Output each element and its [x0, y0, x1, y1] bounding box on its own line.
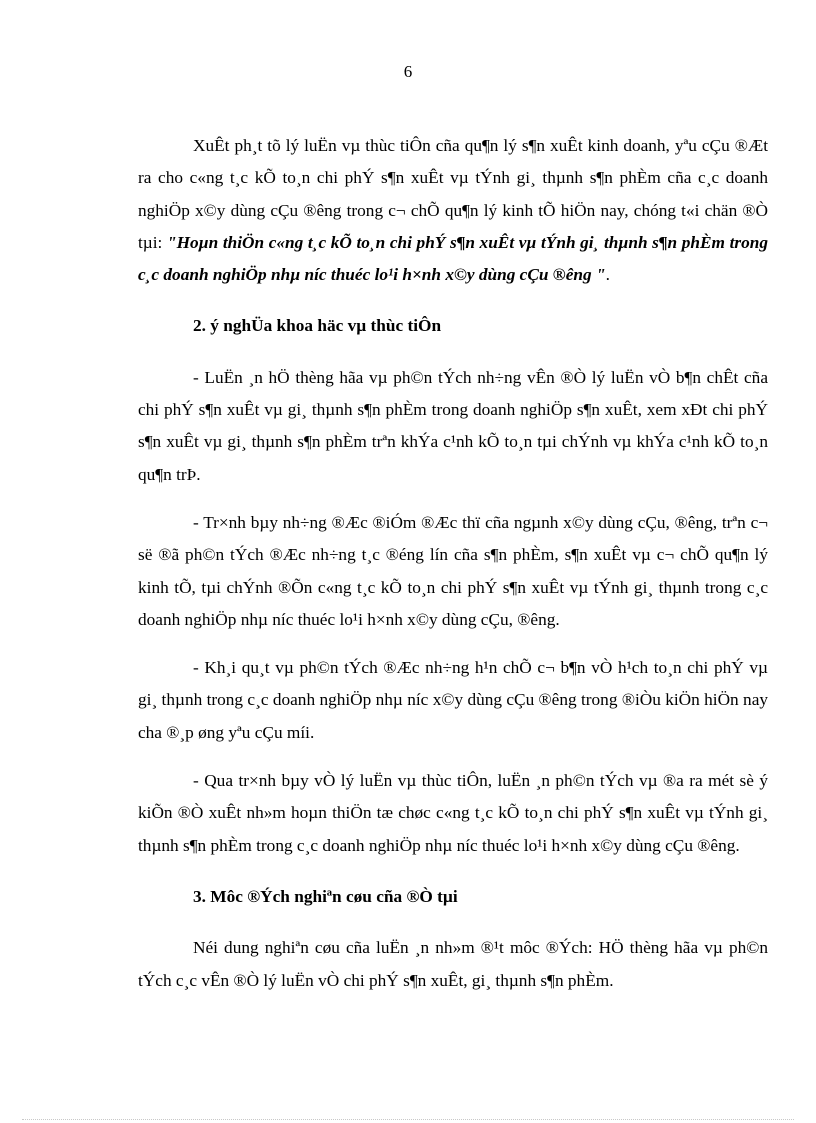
- section-2-item-1: - LuËn ¸n hÖ thèng hãa vµ ph©n tÝch nh÷ng vÊn ®Ò lý luËn vÒ b¶n chÊt cña chi phÝ s¶n xuÊt vµ gi¸ thµnh s¶n phÈm trong doanh nghiÖp s¶n xuÊt, xem xÐt chi phÝ s¶n xuÊt vµ gi¸ thµnh s¶n phÈm trªn khÝa c¹nh kÕ to¸n tµi chÝnh vµ khÝa c¹nh kÕ to¸n qu¶n trÞ.: [138, 367, 768, 484]
- section-2-item-4: - Qua tr×nh bµy vÒ lý luËn vµ thùc tiÔn, luËn ¸n ph©n tÝch vµ ®a ra mét sè ý kiÕn ®Ò xuÊt nh»m hoµn thiÖn tæ chøc c«ng t¸c kÕ to¸n chi phÝ s¶n xuÊt vµ tÝnh gi¸ thµnh s¶n phÈm trong c¸c doanh nghiÖp nhµ níc thuéc lo¹i h×nh x©y dùng cÇu ®êng.: [138, 771, 768, 855]
- document-body: [138, 130, 768, 997]
- page-number: 6: [403, 62, 413, 81]
- section-2-item-3: - Kh¸i qu¸t vµ ph©n tÝch ®Æc nh÷ng h¹n chÕ c¬ b¶n vÒ h¹ch to¸n chi phÝ vµ gi¸ thµnh trong c¸c doanh nghiÖp nhµ níc x©y dùng cÇu ®êng trong ®iÒu kiÖn hiÖn nay cha ®¸p øng yªu cÇu míi.: [138, 658, 768, 742]
- page-bottom-divider: [22, 1119, 794, 1120]
- intro-paragraph: [138, 130, 768, 291]
- section-3-paragraph: Néi dung nghiªn cøu cña luËn ¸n nh»m ®¹t môc ®Ých: HÖ thèng hãa vµ ph©n tÝch c¸c vÊn ®Ò lý luËn vÒ chi phÝ s¶n xuÊt, gi¸ thµnh s¶n phÈm.: [138, 938, 768, 990]
- section-2-item-2: - Tr×nh bµy nh÷ng ®Æc ®iÓm ®Æc thï cña ngµnh x©y dùng cÇu, ®êng, trªn c¬ së ®ã ph©n tÝch ®Æc nh÷ng t¸c ®éng lín cña s¶n phÈm, s¶n xuÊt vµ c¬ chÕ qu¶n lý kinh tÕ, tµi chÝnh ®Õn c«ng t¸c kÕ to¸n chi phÝ s¶n xuÊt vµ tÝnh gi¸ thµnh trong c¸c doanh nghiÖp nhµ níc thuéc lo¹i h×nh x©y dùng cÇu, ®êng.: [138, 512, 768, 629]
- intro-text: XuÊt ph¸t tõ lý luËn vµ thùc tiÔn cña qu¶n lý s¶n xuÊt kinh doanh, yªu cÇu ®Æt ra cho c«ng t¸c kÕ to¸n chi phÝ s¶n xuÊt vµ tÝnh gi¸ thµnh s¶n phÈm cña c¸c doanh nghiÖp x©y dùng cÇu ®êng trong c¬ chÕ qu¶n lý kinh tÕ hiÖn nay, chóng t«i chän ®Ò tµi:: [138, 136, 768, 252]
- thesis-title: "Hoµn thiÖn c«ng t¸c kÕ to¸n chi phÝ s¶n xuÊt vµ tÝnh gi¸ thµnh s¶n phÈm trong c¸c doanh nghiÖp nhµ níc thuéc lo¹i h×nh x©y dùng cÇu ®êng ": [138, 232, 768, 285]
- intro-end: .: [605, 265, 610, 285]
- section-3-heading: 3. Môc ®Ých nghiªn cøu cña ®Ò tµi: [193, 886, 458, 906]
- section-2-heading: 2. ý nghÜa khoa häc vµ thùc tiÔn: [193, 316, 442, 336]
